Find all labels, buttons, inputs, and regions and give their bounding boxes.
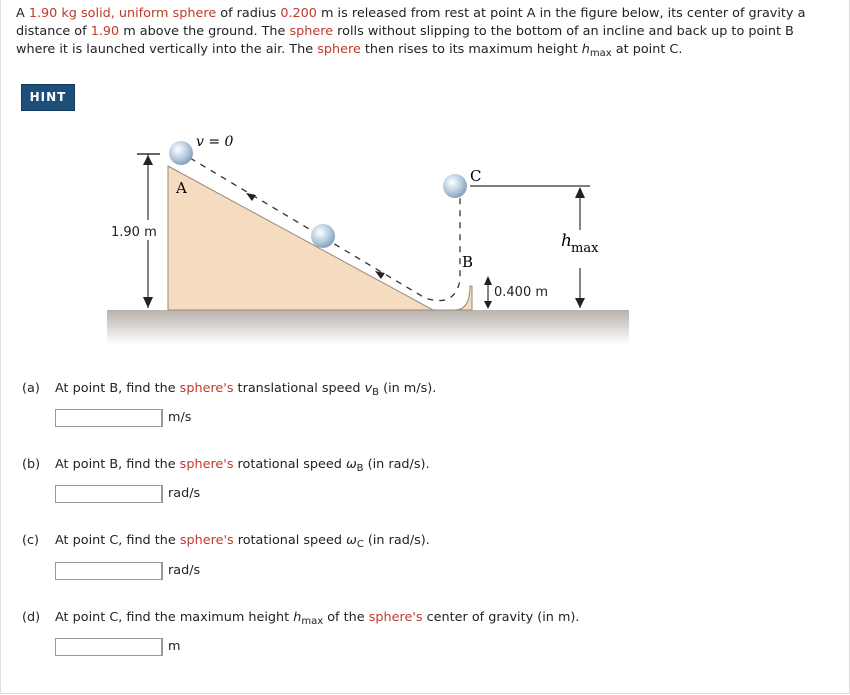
problem-text-1: of radius xyxy=(216,6,281,21)
problem-statement: A 1.90 kg solid, uniform sphere of radius 0.200 m is released from rest at point A in the figure below, its center of gravity a distance of 1.90 m above the ground. The sphere rolls without slipping to the bottom of an incline and back up to point B where it is launched vertically into the air. The sphere then rises to its maximum height $h_{max}$ at point C. xyxy=(16,6,806,59)
mass-value: 1.90 kg xyxy=(28,6,77,21)
question-label: (c) xyxy=(22,533,40,548)
hmax-symbol: h xyxy=(581,42,590,57)
v0-label: v = 0 xyxy=(196,134,234,150)
question-text: of the xyxy=(323,610,369,625)
sphere-term: sphere's xyxy=(179,381,234,396)
sphere-description: solid, uniform sphere xyxy=(81,6,217,21)
question-text: translational speed xyxy=(233,381,365,396)
sphere-term: sphere xyxy=(289,24,334,39)
answer-a xyxy=(55,409,191,427)
unit-label: m xyxy=(162,638,180,656)
symbol-subscript: C xyxy=(356,539,364,550)
height-arrow-down-icon xyxy=(143,297,153,308)
hmax-sub-label: max xyxy=(571,241,599,256)
ground xyxy=(107,310,629,345)
symbol-subscript: B xyxy=(356,463,364,474)
hmax-arrow-down-icon xyxy=(575,298,585,308)
symbol: h xyxy=(293,610,302,625)
question-label: (b) xyxy=(22,457,41,472)
symbol: ω xyxy=(346,533,357,548)
answer-input-c[interactable] xyxy=(55,562,162,580)
point-b-label: B xyxy=(462,253,474,271)
question-text: center of gravity (in m). xyxy=(422,610,580,625)
problem-text-4: rolls without slipping to the bottom of an incline and back up to point B where it is launched vertically into the air. The xyxy=(16,24,794,57)
problem-text-5: then rises to its maximum height xyxy=(360,42,582,57)
question-text: (in m/s). xyxy=(379,381,437,396)
question-text: (in rad/s). xyxy=(363,533,430,548)
question-d xyxy=(22,610,580,627)
answer-input-b[interactable] xyxy=(55,485,162,503)
hmax-h-label: h xyxy=(561,231,572,251)
question-b xyxy=(22,457,430,474)
symbol: v xyxy=(364,381,373,396)
answer-b xyxy=(55,485,200,503)
b-height-label: 0.400 m xyxy=(494,285,549,300)
sphere-term: sphere's xyxy=(368,610,423,625)
answer-input-a[interactable] xyxy=(55,409,162,427)
hmax-subscript: max xyxy=(589,48,612,59)
sphere-on-incline xyxy=(311,224,335,248)
question-a xyxy=(22,381,436,398)
unit-label: rad/s xyxy=(162,562,200,580)
question-text: At point B, find the xyxy=(55,381,180,396)
sphere-at-a xyxy=(169,141,193,165)
symbol: ω xyxy=(345,457,357,472)
answer-c xyxy=(55,562,200,580)
problem-text-3: m above the ground. The xyxy=(119,24,290,39)
point-a-label: A xyxy=(176,179,187,197)
question-text: rotational speed xyxy=(233,533,347,548)
question-text: At point C, find the maximum height xyxy=(55,610,294,625)
unit-label: rad/s xyxy=(162,485,200,503)
unit-label: m/s xyxy=(162,409,191,427)
sphere-at-c xyxy=(443,174,467,198)
problem-text-2: m is released from rest at point A in the figure below, its center of gravity a distance of xyxy=(16,6,806,39)
radius-value: 0.200 xyxy=(280,6,317,21)
question-label: (d) xyxy=(22,610,41,625)
question-text: (in rad/s). xyxy=(363,457,430,472)
sphere-term: sphere's xyxy=(179,457,234,472)
hmax-arrow-up-icon xyxy=(575,187,585,198)
sphere-term-2: sphere xyxy=(317,42,361,57)
symbol-subscript: max xyxy=(301,616,324,627)
hint-button[interactable]: HINT xyxy=(21,84,75,111)
sphere-term: sphere's xyxy=(179,533,234,548)
point-c-label: C xyxy=(470,167,482,185)
answer-d xyxy=(55,638,180,656)
height-arrow-up-icon xyxy=(143,155,153,165)
physics-figure xyxy=(0,120,850,350)
problem-text-6: at point C. xyxy=(611,42,683,57)
question-c xyxy=(22,533,430,550)
b-height-arrow-up-icon xyxy=(484,276,492,285)
height-label: 1.90 m xyxy=(111,225,157,240)
question-text: At point B, find the xyxy=(55,457,180,472)
b-height-arrow-down-icon xyxy=(484,301,492,309)
answer-input-d[interactable] xyxy=(55,638,162,656)
distance-value: 1.90 xyxy=(90,24,120,39)
question-text: rotational speed xyxy=(233,457,346,472)
symbol-subscript: B xyxy=(372,387,380,398)
question-label: (a) xyxy=(22,381,40,396)
question-text: At point C, find the xyxy=(55,533,180,548)
arrow-3-icon xyxy=(375,271,385,279)
arrow-1-icon xyxy=(246,193,256,201)
